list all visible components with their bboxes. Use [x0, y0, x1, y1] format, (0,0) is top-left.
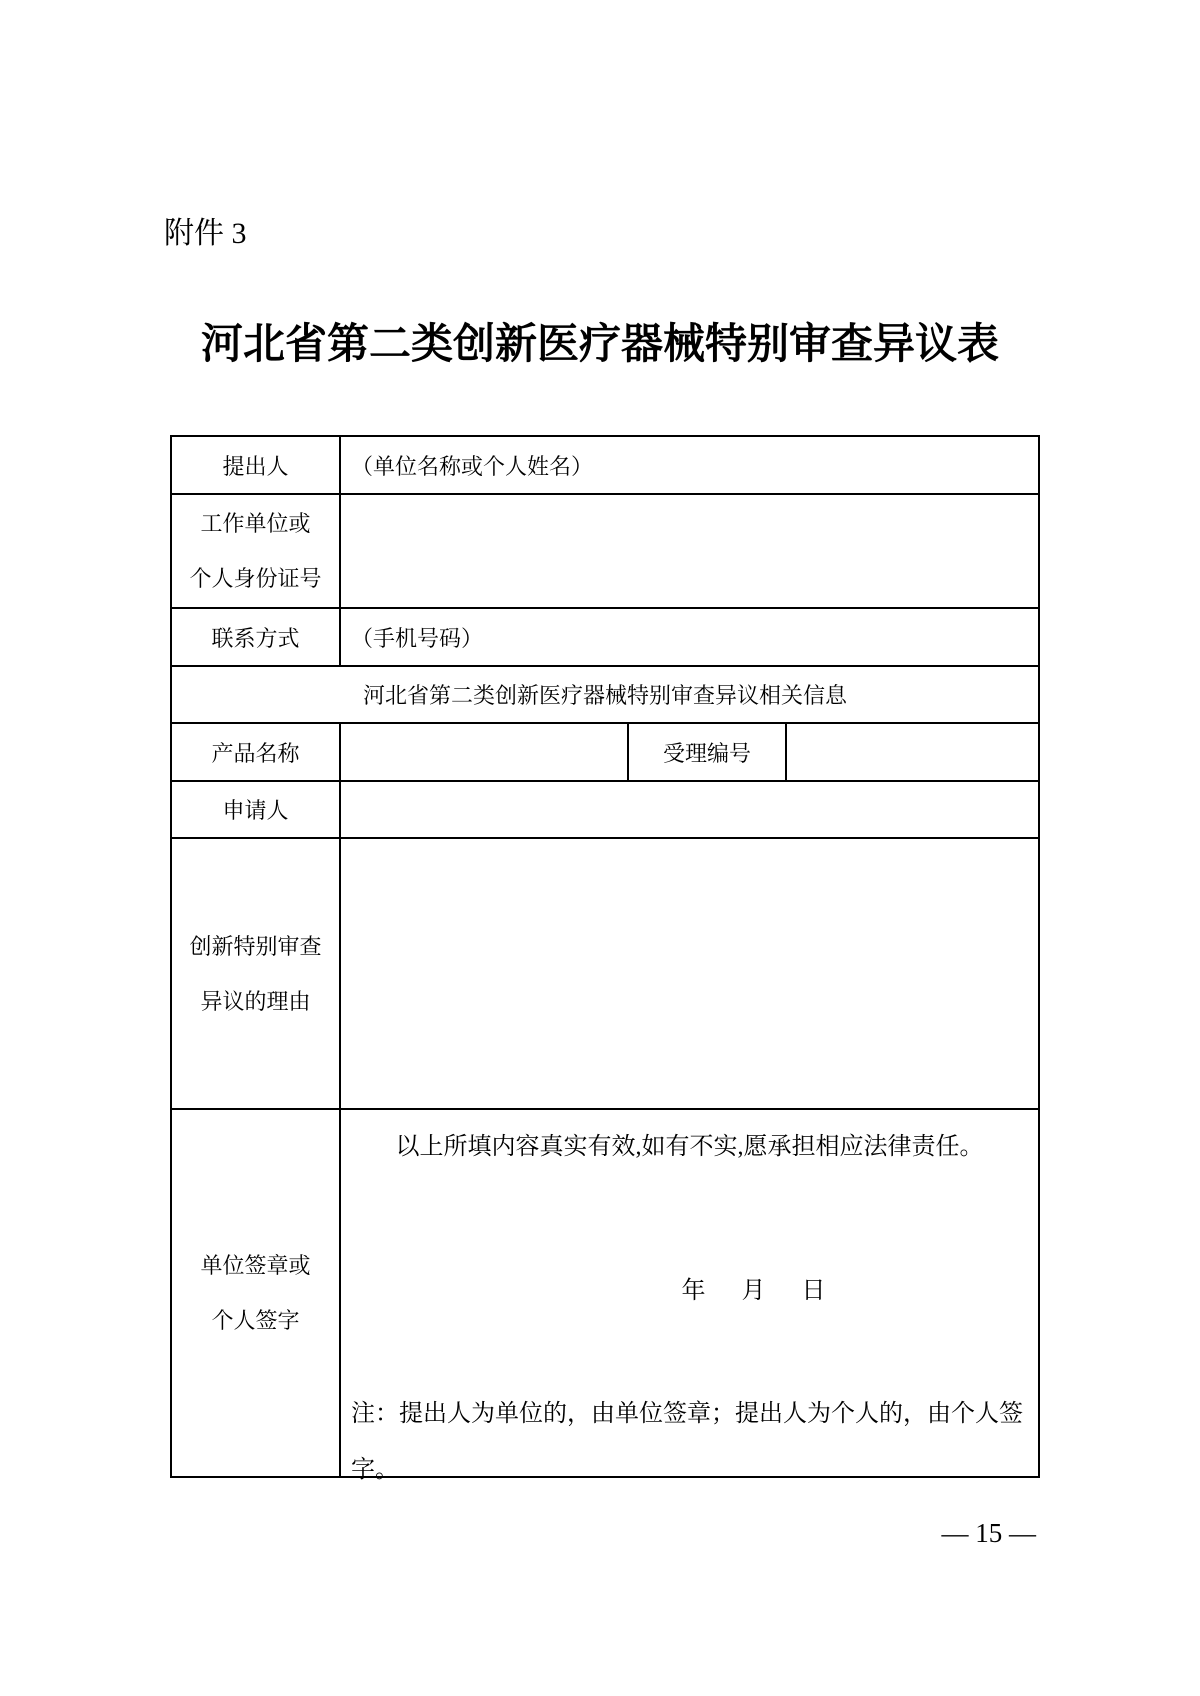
proposer-label: 提出人: [171, 436, 340, 494]
row-objection-reason: [171, 838, 1039, 1109]
date-day-label: 日: [801, 1278, 826, 1304]
signature-label-line1: 单位签章或: [200, 1253, 311, 1278]
acceptance-no-value-cell: [786, 723, 1039, 781]
objection-reason-label: [171, 838, 340, 1109]
page-number: — 15 —: [941, 1518, 1036, 1548]
work-unit-value-cell: [340, 494, 1039, 608]
row-work-unit: [171, 494, 1039, 608]
applicant-value-cell: [340, 781, 1039, 838]
truth-statement: 以上所填内容真实有效,如有不实,愿承担相应法律责任。: [395, 1134, 984, 1160]
product-name-label: 产品名称: [171, 723, 340, 781]
objection-reason-label-line2: 异议的理由: [200, 988, 311, 1014]
objection-reason-value-cell: [340, 838, 1039, 1109]
signature-label-line2: 个人签字: [211, 1308, 300, 1333]
section-header: 河北省第二类创新医疗器械特别审查异议相关信息: [171, 666, 1039, 723]
contact-value-cell: （手机号码）: [340, 608, 1039, 666]
signature-label: [171, 1109, 340, 1477]
objection-reason-label-line1: 创新特别审查: [189, 933, 322, 959]
signature-note: 注：提出人为单位的，由单位签章；提出人为个人的，由个人签字。: [351, 1401, 1023, 1483]
row-applicant: [171, 781, 1039, 838]
row-section-header: [171, 666, 1039, 723]
work-unit-label: [171, 494, 340, 608]
signature-content-cell: [340, 1109, 1039, 1483]
date-line: [341, 1276, 1038, 1306]
applicant-label: 申请人: [171, 781, 340, 838]
row-product: [171, 723, 1039, 781]
proposer-value-cell: （单位名称或个人姓名）: [340, 436, 1039, 494]
product-name-value-cell: [340, 723, 628, 781]
contact-label: 联系方式: [171, 608, 340, 666]
attachment-label: 附件 3: [164, 217, 247, 250]
row-signature: [171, 1109, 1039, 1477]
date-month-label: 月: [741, 1278, 766, 1304]
objection-form-table: [170, 435, 1040, 1483]
work-unit-label-line1: 工作单位或: [200, 511, 311, 536]
work-unit-label-line2: 个人身份证号: [189, 566, 322, 591]
date-year-label: 年: [681, 1278, 706, 1304]
row-proposer: [171, 436, 1039, 494]
acceptance-no-label: 受理编号: [628, 723, 786, 781]
row-contact: [171, 608, 1039, 666]
date-line-inner: [682, 1276, 826, 1306]
page-title: 河北省第二类创新医疗器械特别审查异议表: [200, 319, 999, 368]
